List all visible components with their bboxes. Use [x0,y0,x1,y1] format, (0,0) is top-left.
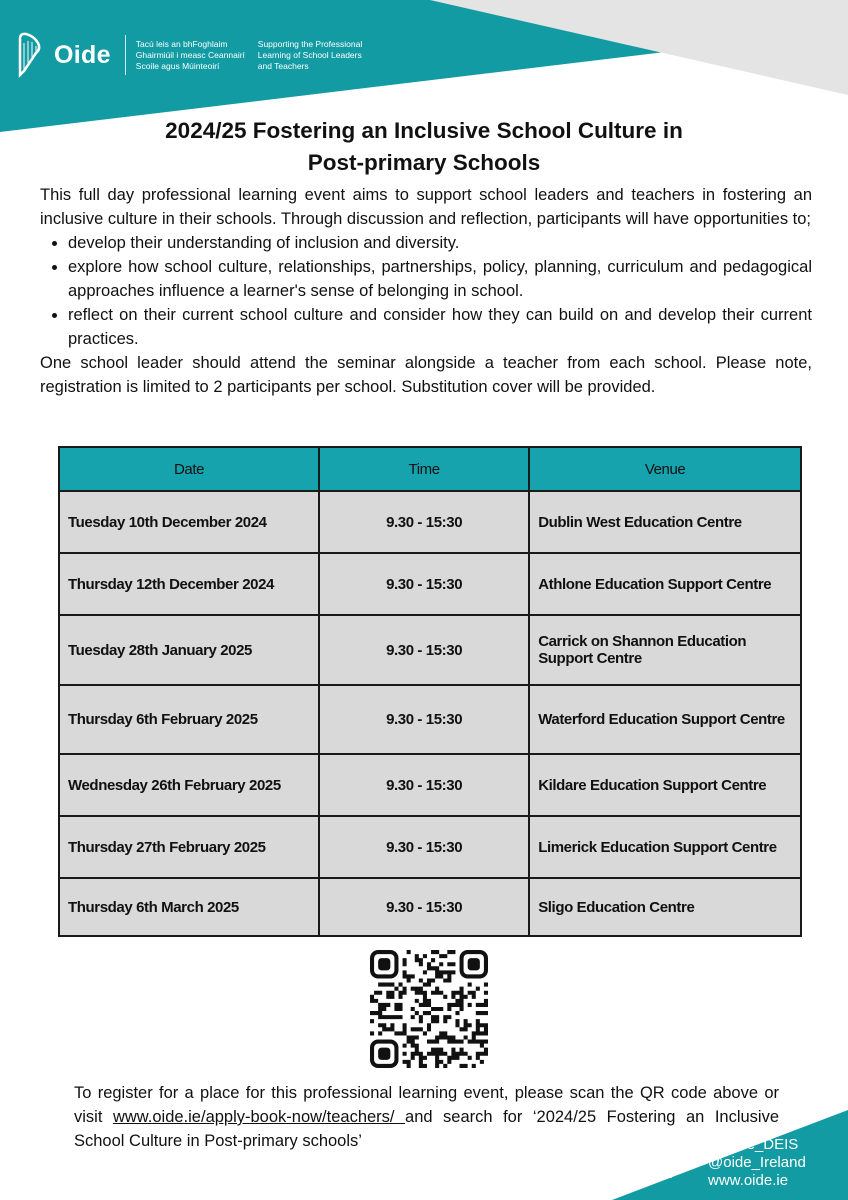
date-cell: Thursday 27th February 2025 [59,816,319,878]
website-link[interactable]: www.oide.ie [708,1172,789,1189]
venue-cell: Waterford Education Support Centre [529,685,801,754]
table-row [59,878,801,936]
time-cell: 9.30 - 15:30 [319,754,529,816]
time-cell: 9.30 - 15:30 [319,553,529,615]
table-row [59,491,801,553]
table-row [59,816,801,878]
table-row [59,615,801,685]
column-header-date: Date [59,447,319,491]
tagline-english: Supporting the Professional Learning of School Leaders and Teachers [257,38,363,71]
date-cell: Thursday 6th March 2025 [59,878,319,936]
social-handles [708,1136,806,1190]
venue-cell: Sligo Education Centre [529,878,801,936]
table-header-row [59,447,801,491]
qr-code[interactable] [370,950,488,1068]
list-item: • explore how school culture, relationships, partnerships, policy, planning, curriculum and pedagogical approaches influence a learner's sense of belonging in school. [68,255,812,303]
time-cell: 9.30 - 15:30 [319,685,529,754]
venue-cell: Limerick Education Support Centre [529,816,801,878]
tagline-irish: Tacú leis an bhFoghlaim Ghairmiúil i measc Ceannairí Scoile agus Múinteoirí [135,38,245,71]
table-row [59,685,801,754]
page-title: 2024/25 Fostering an Inclusive School Culture in Post-primary Schools [165,118,683,175]
ireland-handle[interactable]: @oide_Ireland [708,1154,806,1171]
time-cell: 9.30 - 15:30 [319,878,529,936]
table-row [59,754,801,816]
objectives-list [40,231,812,351]
intro-text: This full day professional learning event aims to support school leaders and teachers in fostering an inclusive culture in their schools. Through discussion and reflection, participants will have opportunities to; [40,186,812,228]
time-cell: 9.30 - 15:30 [319,816,529,878]
registration-text: To register for a place for this professional learning event, please scan the QR code above or visit www.oide.ie/apply-book-now/teachers/ and search for ‘2024/25 Fostering an Inclusive School Culture in Post-primary schools’ [74,1084,780,1150]
time-cell: 9.30 - 15:30 [319,615,529,685]
harp-icon [14,31,44,79]
time-cell: 9.30 - 15:30 [319,491,529,553]
list-item: • reflect on their current school culture and consider how they can build on and develop their current practices. [68,303,812,351]
column-header-venue: Venue [529,447,801,491]
attendance-note: One school leader should attend the seminar alongside a teacher from each school. Please note, registration is limited to 2 participants per school. Substitution cover will be provided. [40,354,812,396]
date-cell: Thursday 6th February 2025 [59,685,319,754]
date-cell: Thursday 12th December 2024 [59,553,319,615]
registration-link[interactable]: www.oide.ie/apply-book-now/teachers/ [112,1108,406,1126]
table-row [59,553,801,615]
date-cell: Wednesday 26th February 2025 [59,754,319,816]
date-cell: Tuesday 10th December 2024 [59,491,319,553]
venue-cell: Kildare Education Support Centre [529,754,801,816]
oide-logo[interactable] [14,30,378,80]
schedule-table [58,446,802,937]
venue-cell: Carrick on Shannon Education Support Centre [529,615,801,685]
date-cell: Tuesday 28th January 2025 [59,615,319,685]
venue-cell: Athlone Education Support Centre [529,553,801,615]
list-item: • develop their understanding of inclusion and diversity. [68,231,812,255]
column-header-time: Time [319,447,529,491]
brand-name: Oide [54,35,126,75]
deis-handle[interactable]: @Oide_DEIS [708,1136,799,1153]
event-description [40,183,812,399]
venue-cell: Dublin West Education Centre [529,491,801,553]
x-twitter-icon[interactable] [645,1152,673,1180]
